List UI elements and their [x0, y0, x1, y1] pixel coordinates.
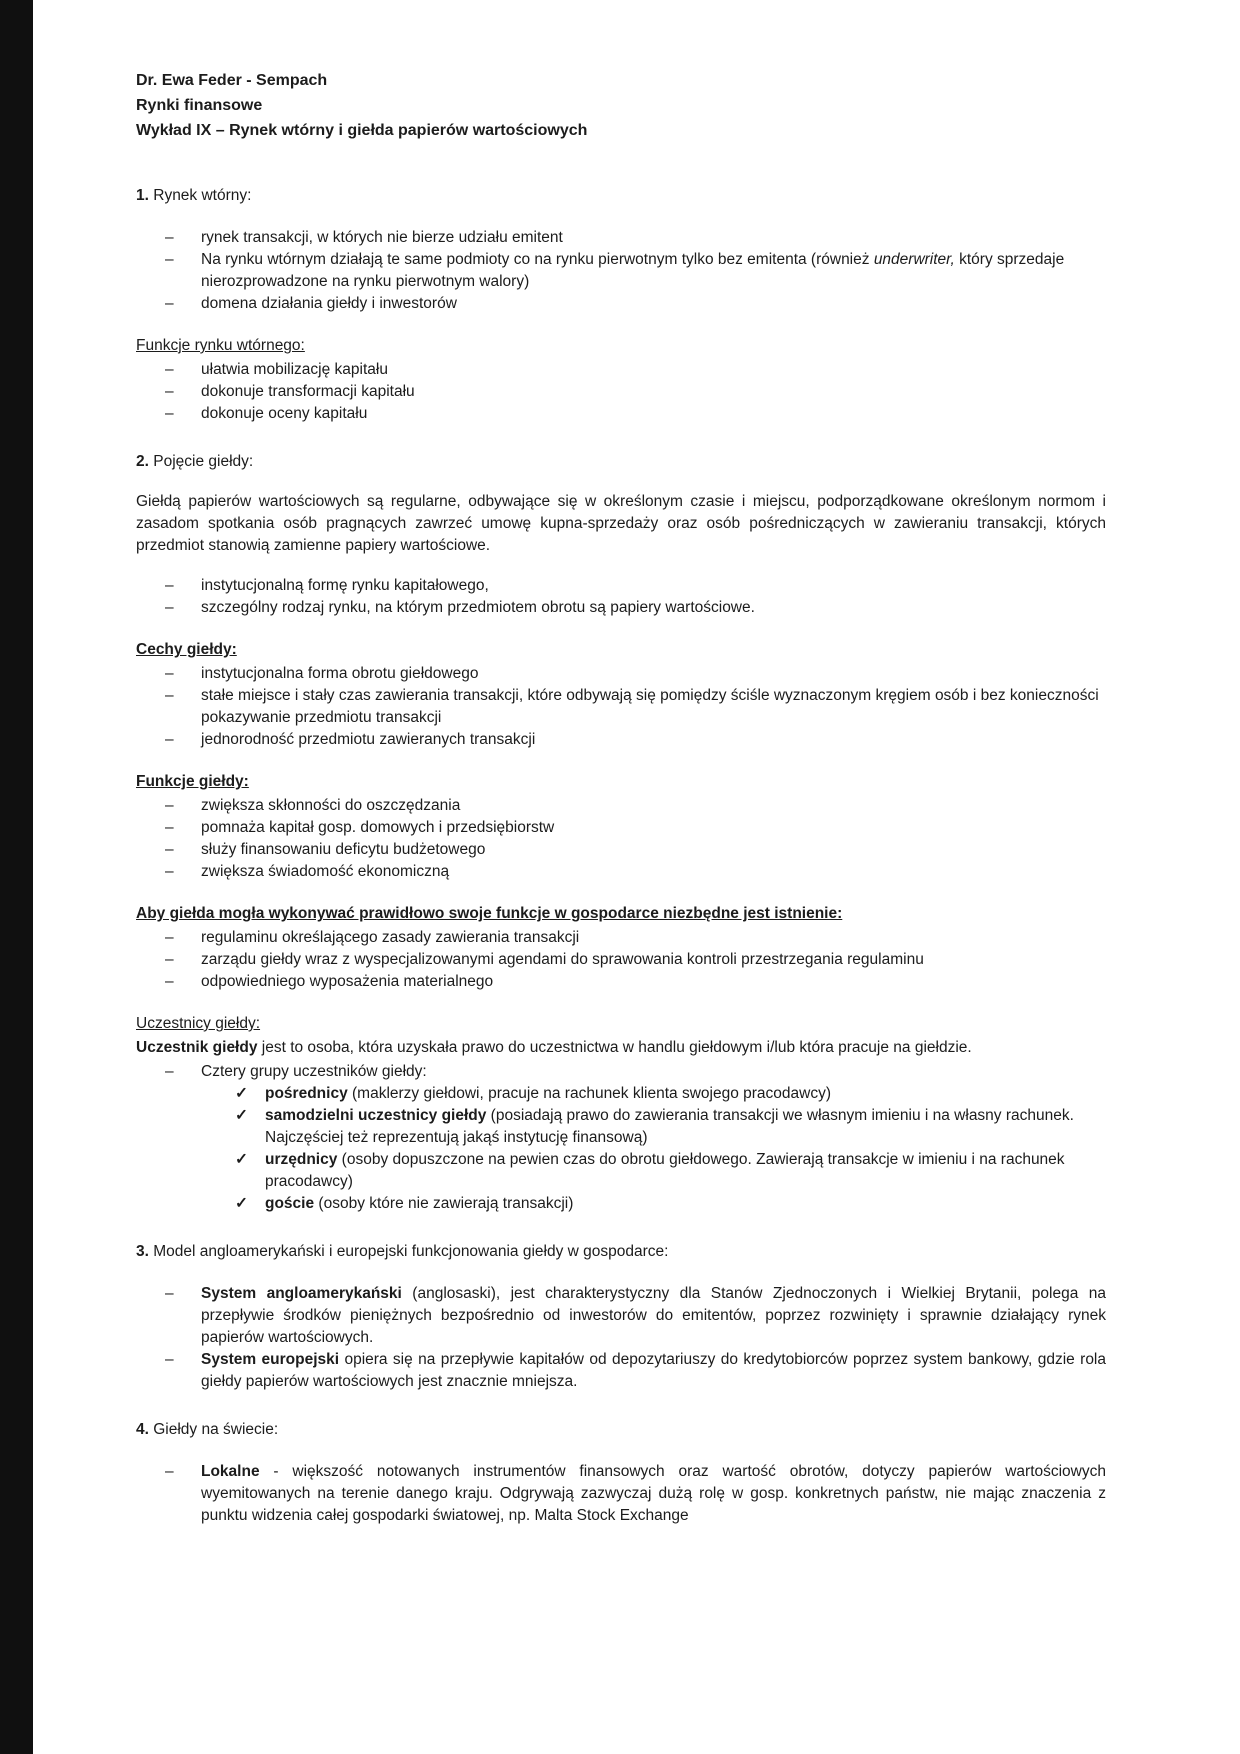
- heading-number: 4.: [136, 1421, 149, 1438]
- list-item: [136, 359, 1106, 381]
- text-segment: opiera się na przepływie kapitałów od depozytariuszy do kredytobiorców poprzez system bankowy, gdzie rola giełdy papierów wartościowych jest znacznie mniejsza.: [201, 1351, 1106, 1390]
- dash-marker: –: [165, 929, 174, 946]
- dash-marker: –: [165, 841, 174, 858]
- section-heading: [136, 1419, 1106, 1441]
- list-item: [136, 949, 1106, 971]
- check-icon: ✓: [235, 1195, 248, 1212]
- dash-marker: –: [165, 973, 174, 990]
- dash-marker: –: [165, 251, 174, 268]
- dash-list: [136, 575, 1106, 619]
- text-segment: - większość notowanych instrumentów finansowych oraz wartość obrotów, dotyczy papierów wartościowych wyemitowanych na terenie danego kraju. Odgrywają zazwyczaj dużą rolę w gosp. konkretnych państw, nie mając znaczenia z punktu widzenia całej gospodarki światowej, np. Malta Stock Exchange: [201, 1463, 1106, 1524]
- sub-heading: Uczestnicy giełdy:: [136, 1015, 261, 1032]
- sub-heading: Cechy giełdy:: [136, 641, 237, 658]
- text-segment: (osoby dopuszczone na pewien czas do obrotu giełdowego. Zawierają transakcje w imieniu i na rachunek pracodawcy): [265, 1151, 1065, 1190]
- dash-marker: –: [165, 1285, 174, 1302]
- list-item: [136, 1083, 1106, 1105]
- dash-marker: –: [165, 951, 174, 968]
- list-item: [136, 839, 1106, 861]
- document-body: [136, 185, 1106, 1527]
- list-item-text: [201, 729, 1106, 751]
- dash-marker: –: [165, 383, 174, 400]
- dash-marker: –: [165, 1463, 174, 1480]
- list-item-text: [265, 1083, 1106, 1105]
- text-segment: zwiększa świadomość ekonomiczną: [201, 863, 450, 880]
- dash-marker: –: [165, 599, 174, 616]
- list-item-text: [265, 1149, 1106, 1193]
- list-item-text: [201, 249, 1106, 293]
- dash-marker: –: [165, 405, 174, 422]
- text-segment: pośrednicy: [265, 1085, 348, 1102]
- text-segment: Cztery grupy uczestników giełdy:: [201, 1063, 427, 1080]
- dash-list: [136, 795, 1106, 883]
- text-segment: regulaminu określającego zasady zawierania transakcji: [201, 929, 580, 946]
- list-item-text: [201, 381, 1106, 403]
- dash-marker: –: [165, 687, 174, 704]
- dash-list: [136, 663, 1106, 751]
- dash-marker: –: [165, 361, 174, 378]
- heading-number: 1.: [136, 187, 149, 204]
- course-line: Rynki finansowe: [136, 97, 263, 114]
- dash-marker: –: [165, 229, 174, 246]
- text-segment: System europejski: [201, 1351, 340, 1368]
- section-heading: [136, 185, 1106, 207]
- text-segment: rynek transakcji, w których nie bierze udziału emitent: [201, 229, 563, 246]
- heading-text: Pojęcie giełdy:: [148, 453, 254, 470]
- list-item: [136, 685, 1106, 729]
- list-item-text: [201, 685, 1106, 729]
- text-segment: Na rynku wtórnym działają te same podmioty co na rynku pierwotnym tylko bez emitenta (również: [201, 251, 874, 268]
- text-segment: odpowiedniego wyposażenia materialnego: [201, 973, 494, 990]
- dash-list: [136, 359, 1106, 425]
- text-segment: Giełdą papierów wartościowych są regularne, odbywające się w określonym czasie i miejscu, podporządkowane określonym normom i zasadom spotkania osób pragnących zawrzeć umowę kupna-sprzedaży oraz osób pośredniczących w zawieraniu transakcji, których przedmiot stanowią zamienne papiery wartościowe.: [136, 493, 1106, 554]
- dash-list: [136, 1061, 1106, 1083]
- section-heading: [136, 451, 1106, 473]
- list-item-text: [201, 663, 1106, 685]
- list-item: [136, 381, 1106, 403]
- text-segment: dokonuje oceny kapitału: [201, 405, 368, 422]
- sub-heading: Funkcje rynku wtórnego:: [136, 337, 305, 354]
- paragraph: [136, 491, 1106, 557]
- sub-heading: Funkcje giełdy:: [136, 773, 249, 790]
- dash-marker: –: [165, 1063, 174, 1080]
- dash-marker: –: [165, 797, 174, 814]
- heading-text: Giełdy na świecie:: [148, 1421, 279, 1438]
- text-segment: domena działania giełdy i inwestorów: [201, 295, 457, 312]
- dash-marker: –: [165, 665, 174, 682]
- text-segment: instytucjonalna forma obrotu giełdowego: [201, 665, 479, 682]
- text-segment: pomnaża kapitał gosp. domowych i przedsiębiorstw: [201, 819, 555, 836]
- text-segment: (osoby które nie zawierają transakcji): [314, 1195, 574, 1212]
- dash-marker: –: [165, 577, 174, 594]
- text-segment: samodzielni uczestnicy giełdy: [265, 1107, 487, 1124]
- text-segment: goście: [265, 1195, 315, 1212]
- list-item-text: [201, 359, 1106, 381]
- list-item-text: [201, 817, 1106, 839]
- heading-text: Model angloamerykański i europejski funkcjonowania giełdy w gospodarce:: [148, 1243, 669, 1260]
- text-segment: Uczestnik giełdy: [136, 1039, 258, 1056]
- list-item-text: [201, 597, 1106, 619]
- list-item: [136, 971, 1106, 993]
- list-item: [136, 729, 1106, 751]
- dash-marker: –: [165, 819, 174, 836]
- text-segment: służy finansowaniu deficytu budżetowego: [201, 841, 486, 858]
- text-segment: urzędnicy: [265, 1151, 338, 1168]
- list-item-text: [201, 575, 1106, 597]
- list-item-text: [201, 403, 1106, 425]
- list-item: [136, 597, 1106, 619]
- list-item: [136, 795, 1106, 817]
- text-segment: który sprzedaje nierozprowadzone na rynku pierwotnym walory): [201, 251, 1065, 290]
- text-segment: stałe miejsce i stały czas zawierania transakcji, które odbywają się pomiędzy ściśle wyznaczonym kręgiem osób i bez konieczności pokazywanie przedmiotu transakcji: [201, 687, 1099, 726]
- text-segment: szczególny rodzaj rynku, na którym przedmiotem obrotu są papiery wartościowe.: [201, 599, 755, 616]
- dash-marker: –: [165, 295, 174, 312]
- list-item: [136, 227, 1106, 249]
- list-item-text: [201, 1283, 1106, 1349]
- list-item: [136, 1061, 1106, 1083]
- list-item-text: [201, 927, 1106, 949]
- list-item: [136, 1349, 1106, 1393]
- list-item: [136, 861, 1106, 883]
- dash-list: [136, 227, 1106, 315]
- text-segment: instytucjonalną formę rynku kapitałowego,: [201, 577, 489, 594]
- list-item: [136, 1283, 1106, 1349]
- document-header: [136, 68, 1106, 143]
- list-item-text: [265, 1105, 1106, 1149]
- text-segment: (posiadają prawo do zawierania transakcji we własnym imieniu i na własny rachunek. Najczęściej też reprezentują jakąś instytucję finansową): [265, 1107, 1074, 1146]
- list-item-text: [201, 971, 1106, 993]
- list-item: [136, 817, 1106, 839]
- list-item-text: [201, 1061, 1106, 1083]
- check-icon: ✓: [235, 1107, 248, 1124]
- list-item-text: [201, 293, 1106, 315]
- sub-heading: Aby giełda mogła wykonywać prawidłowo swoje funkcje w gospodarce niezbędne jest istnienie:: [136, 905, 843, 922]
- list-item: [136, 1193, 1106, 1215]
- dash-list: [136, 1461, 1106, 1527]
- text-segment: (anglosaski), jest charakterystyczny dla Stanów Zjednoczonych i Wielkiej Brytanii, polega na przepływie środków pieniężnych bezpośrednio od inwestorów do emitentów, poprzez rozwinięty i sprawnie działający rynek papierów wartościowych.: [201, 1285, 1106, 1346]
- list-item-text: [201, 839, 1106, 861]
- check-icon: ✓: [235, 1151, 248, 1168]
- dash-list: [136, 927, 1106, 993]
- list-item-text: [201, 949, 1106, 971]
- text-segment: Lokalne: [201, 1463, 260, 1480]
- list-item-text: [201, 861, 1106, 883]
- list-item-text: [201, 795, 1106, 817]
- text-segment: jednorodność przedmiotu zawieranych transakcji: [201, 731, 536, 748]
- author-line: Dr. Ewa Feder - Sempach: [136, 72, 328, 89]
- text-segment: underwriter,: [873, 251, 955, 268]
- text-segment: ułatwia mobilizację kapitału: [201, 361, 388, 378]
- heading-number: 2.: [136, 453, 149, 470]
- section-heading: [136, 1241, 1106, 1263]
- text-segment: zwiększa skłonności do oszczędzania: [201, 797, 461, 814]
- paragraph: [136, 1037, 1106, 1059]
- list-item: [136, 1105, 1106, 1149]
- lecture-title: Wykład IX – Rynek wtórny i giełda papierów wartościowych: [136, 122, 588, 139]
- list-item: [136, 575, 1106, 597]
- list-item-text: [201, 1349, 1106, 1393]
- dash-list: [136, 1283, 1106, 1393]
- heading-text: Rynek wtórny:: [148, 187, 252, 204]
- check-icon: ✓: [235, 1085, 248, 1102]
- list-item: [136, 1149, 1106, 1193]
- text-segment: jest to osoba, która uzyskała prawo do uczestnictwa w handlu giełdowym i/lub która pracuje na giełdzie.: [257, 1039, 972, 1056]
- list-item: [136, 1461, 1106, 1527]
- text-segment: zarządu giełdy wraz z wyspecjalizowanymi agendami do sprawowania kontroli przestrzegania regulaminu: [201, 951, 924, 968]
- dash-marker: –: [165, 731, 174, 748]
- list-item: [136, 249, 1106, 293]
- text-segment: (maklerzy giełdowi, pracuje na rachunek klienta swojego pracodawcy): [347, 1085, 832, 1102]
- list-item: [136, 663, 1106, 685]
- list-item: [136, 927, 1106, 949]
- list-item-text: [201, 227, 1106, 249]
- heading-number: 3.: [136, 1243, 149, 1260]
- dash-marker: –: [165, 1351, 174, 1368]
- list-item-text: [265, 1193, 1106, 1215]
- list-item-text: [201, 1461, 1106, 1527]
- check-list: [136, 1083, 1106, 1215]
- dash-marker: –: [165, 863, 174, 880]
- text-segment: dokonuje transformacji kapitału: [201, 383, 415, 400]
- text-segment: System angloamerykański: [201, 1285, 402, 1302]
- list-item: [136, 293, 1106, 315]
- list-item: [136, 403, 1106, 425]
